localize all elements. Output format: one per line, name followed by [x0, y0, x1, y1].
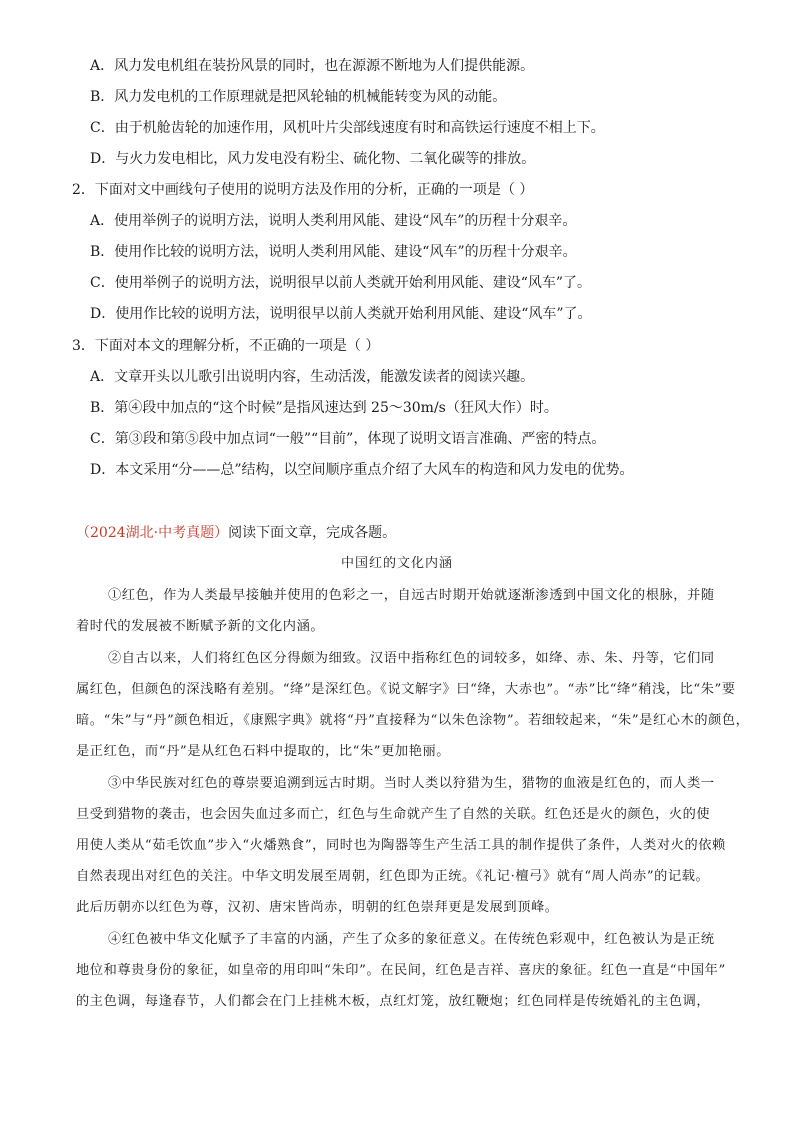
q1-option-a: A．风力发电机组在装扮风景的同时，也在源源不断地为人们提供能源。	[90, 58, 535, 74]
article-line: 是正红色，而“丹”是从红色石料中提取的，比“朱”更加艳丽。	[76, 744, 451, 759]
article-line: 属红色，但颜色的深浅略有差别。“绛”是深红色。《说文解字》曰“绛，大赤也”。“赤”比“绛”稍浅，比“朱”要	[76, 682, 736, 697]
q2-option-d: D．使用作比较的说明方法，说明很早以前人类就开始利用风能、建设“风车”了。	[90, 306, 592, 322]
article-line: 着时代的发展被不断赋予新的文化内涵。	[76, 619, 325, 634]
q3-stem: 3．下面对本文的理解分析，不正确的一项是（ ）	[72, 338, 380, 354]
q3-option-c: C．第③段和第⑤段中加点词“一般”“目前”，体现了说明文语言准确、严密的特点。	[90, 431, 606, 447]
q3-option-b: B．第④段中加点的“这个时候”是指风速达到 25～30m/s（狂风大作）时。	[90, 400, 558, 416]
article-line: 此后历朝亦以红色为尊，汉初、唐宋皆尚赤，明朝的红色崇拜更是发展到顶峰。	[76, 900, 559, 915]
article-line: ②自古以来，人们将红色区分得颇为细致。汉语中指称红色的词较多，如绛、赤、朱、丹等，它们同	[108, 651, 715, 666]
source-instruction: 阅读下面文章，完成各题。	[228, 525, 397, 541]
article-line: 暗。“朱”与“丹”颜色相近，《康熙字典》就将“丹”直接释为“以朱色涂物”。若细较起来，“朱”是红心木的颜色，	[76, 713, 750, 728]
source-tag: （2024湖北·中考真题）	[76, 525, 229, 541]
q1-option-d: D．与火力发电相比，风力发电没有粉尘、硫化物、二氧化碳等的排放。	[90, 151, 536, 167]
source-line	[76, 524, 396, 542]
article-line: 自然表现出对红色的关注。中华文明发展至周朝，红色即为正统。《礼记·檀弓》就有“周人尚赤”的记载。	[76, 869, 710, 884]
q2-option-a: A．使用举例子的说明方法，说明人类利用风能、建设“风车”的历程十分艰辛。	[90, 213, 577, 229]
q2-option-b: B．使用作比较的说明方法，说明人类利用风能、建设“风车”的历程十分艰辛。	[90, 244, 577, 260]
article-line: ④红色被中华文化赋予了丰富的内涵，产生了众多的象征意义。在传统色彩观中，红色被认为是正统	[108, 932, 715, 947]
q1-option-b: B．风力发电机的工作原理就是把风轮轴的机械能转变为风的动能。	[90, 89, 507, 105]
article-line: 地位和尊贵身份的象征，如皇帝的用印叫“朱印”。在民间，红色是吉祥、喜庆的象征。红色一直是“中国年”	[76, 963, 726, 978]
q3-option-a: A．文章开头以儿歌引出说明内容，生动活泼，能激发读者的阅读兴趣。	[90, 369, 535, 385]
q1-option-c: C．由于机舱齿轮的加速作用，风机叶片尖部线速度有时和高铁运行速度不相上下。	[90, 120, 605, 136]
article-line: 用使人类从“茹毛饮血”步入“火燔熟食”，同时也为陶器等生产生活工具的制作提供了条件，人类对火的依赖	[76, 838, 726, 853]
article-line: 旦受到猎物的袭击，也会因失血过多而亡，红色与生命就产生了自然的关联。红色还是火的颜色，火的使	[76, 807, 711, 822]
article-line: ①红色，作为人类最早接触并使用的色彩之一，自远古时期开始就逐渐渗透到中国文化的根脉，并随	[108, 588, 715, 603]
article-title: 中国红的文化内涵	[340, 556, 453, 571]
article-line: ③中华民族对红色的尊崇要追溯到远古时期。当时人类以狩猎为生，猎物的血液是红色的，而人类一	[108, 776, 715, 791]
q3-option-d: D．本文采用“分——总”结构，以空间顺序重点介绍了大风车的构造和风力发电的优势。	[90, 462, 634, 478]
q2-option-c: C．使用举例子的说明方法，说明很早以前人类就开始利用风能、建设“风车”了。	[90, 275, 592, 291]
q2-stem: 2．下面对文中画线句子使用的说明方法及作用的分析，正确的一项是（ ）	[72, 182, 534, 198]
article-line: 的主色调，每逢春节，人们都会在门上挂桃木板，点红灯笼，放红鞭炮；红色同样是传统婚礼的主色调，	[76, 994, 711, 1009]
